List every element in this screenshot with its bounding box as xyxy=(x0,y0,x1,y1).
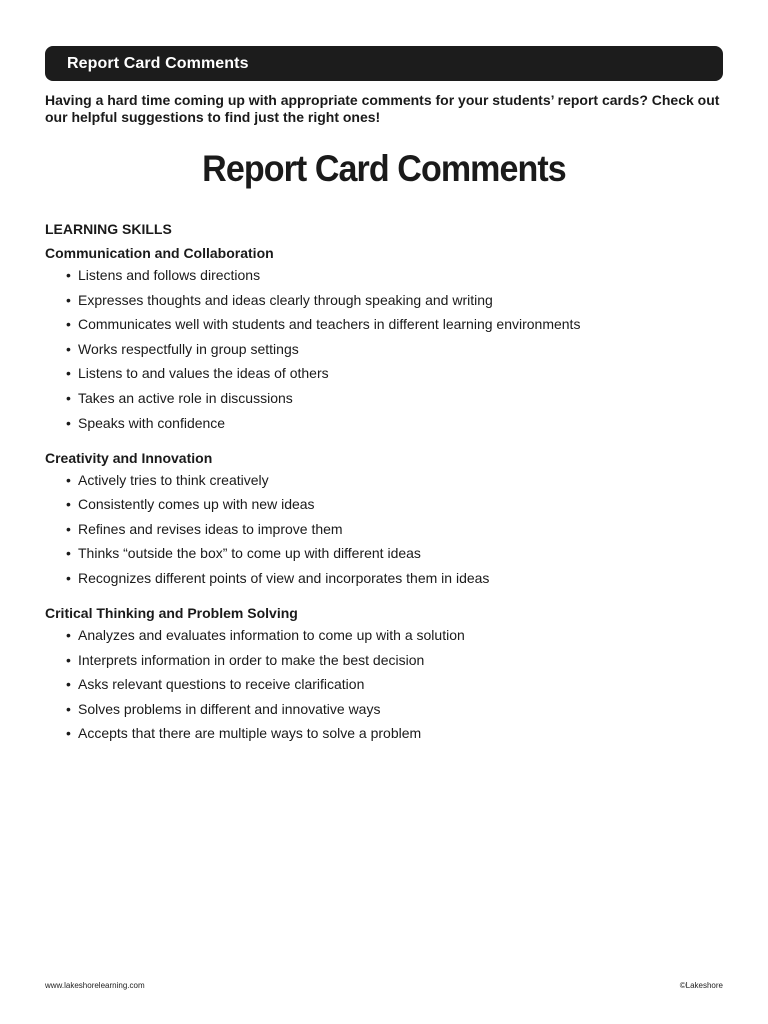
list-item xyxy=(66,569,725,587)
bullet-icon: • xyxy=(66,291,71,308)
list-item xyxy=(66,544,725,562)
footer-website-link[interactable]: www.lakeshorelearning.com xyxy=(45,981,145,990)
bullet-icon: • xyxy=(66,340,71,357)
comments-content xyxy=(45,220,725,759)
list-item-text: Recognizes different points of view and incorporates them in ideas xyxy=(78,569,490,586)
comment-group xyxy=(45,449,725,587)
footer-copyright: ©Lakeshore xyxy=(679,981,723,990)
section-label: LEARNING SKILLS xyxy=(45,221,172,237)
bullet-icon: • xyxy=(66,471,71,488)
comment-groups xyxy=(45,244,725,742)
intro-text: Having a hard time coming up with appropriate comments for your students’ report cards? Check out our helpful suggestions to find just the right ones! xyxy=(45,92,720,125)
list-item-text: Accepts that there are multiple ways to solve a problem xyxy=(78,725,422,742)
group-title: Critical Thinking and Problem Solving xyxy=(45,604,298,621)
page-title: Report Card Comments xyxy=(202,148,566,189)
bullet-icon: • xyxy=(66,569,71,586)
list-item-text: Refines and revises ideas to improve them xyxy=(78,520,343,537)
list-item-text: Actively tries to think creatively xyxy=(78,471,269,488)
bullet-icon: • xyxy=(66,520,71,537)
bullet-icon: • xyxy=(66,676,71,693)
list-item-text: Consistently comes up with new ideas xyxy=(78,496,315,513)
list-item xyxy=(66,340,725,358)
list-item xyxy=(66,675,725,693)
bullet-icon: • xyxy=(66,267,71,283)
list-item xyxy=(66,291,725,309)
list-item-text: Works respectfully in group settings xyxy=(78,340,299,357)
bullet-icon: • xyxy=(66,365,71,382)
list-item-text: Solves problems in different and innovative ways xyxy=(78,700,381,717)
list-item xyxy=(66,520,725,538)
bullet-icon: • xyxy=(66,725,71,742)
list-item xyxy=(66,389,725,407)
comment-group xyxy=(45,244,725,432)
list-item-text: Analyzes and evaluates information to come up with a solution xyxy=(78,626,465,643)
comment-list xyxy=(45,471,725,587)
bullet-icon: • xyxy=(66,389,71,406)
list-item-text: Expresses thoughts and ideas clearly through speaking and writing xyxy=(78,291,493,308)
list-item-text: Listens to and values the ideas of others xyxy=(78,365,329,382)
list-item xyxy=(66,266,725,284)
bullet-icon: • xyxy=(66,316,71,333)
list-item xyxy=(66,626,725,644)
list-item xyxy=(66,414,725,432)
list-item-text: Speaks with confidence xyxy=(78,414,226,431)
list-item xyxy=(66,364,725,382)
bullet-icon: • xyxy=(66,496,71,513)
list-item-text: Communicates well with students and teachers in different learning environments xyxy=(78,316,581,333)
list-item xyxy=(66,651,725,669)
comment-group xyxy=(45,604,725,742)
bullet-icon: • xyxy=(66,545,71,562)
list-item-text: Interprets information in order to make the best decision xyxy=(78,651,425,668)
group-title: Creativity and Innovation xyxy=(45,449,213,466)
list-item-text: Thinks “outside the box” to come up with different ideas xyxy=(78,545,421,562)
bullet-icon: • xyxy=(66,626,71,643)
list-item-text: Listens and follows directions xyxy=(78,267,261,283)
group-title: Communication and Collaboration xyxy=(45,245,274,261)
list-item xyxy=(66,700,725,718)
comment-list xyxy=(45,266,725,432)
bullet-icon: • xyxy=(66,414,71,431)
list-item xyxy=(66,315,725,333)
header-banner xyxy=(45,46,723,81)
list-item-text: Takes an active role in discussions xyxy=(78,389,293,406)
banner-title: Report Card Comments xyxy=(67,54,249,72)
list-item xyxy=(66,471,725,489)
list-item xyxy=(66,724,725,742)
list-item xyxy=(66,495,725,513)
bullet-icon: • xyxy=(66,700,71,717)
bullet-icon: • xyxy=(66,651,71,668)
comment-list xyxy=(45,626,725,742)
list-item-text: Asks relevant questions to receive clarification xyxy=(78,676,365,693)
